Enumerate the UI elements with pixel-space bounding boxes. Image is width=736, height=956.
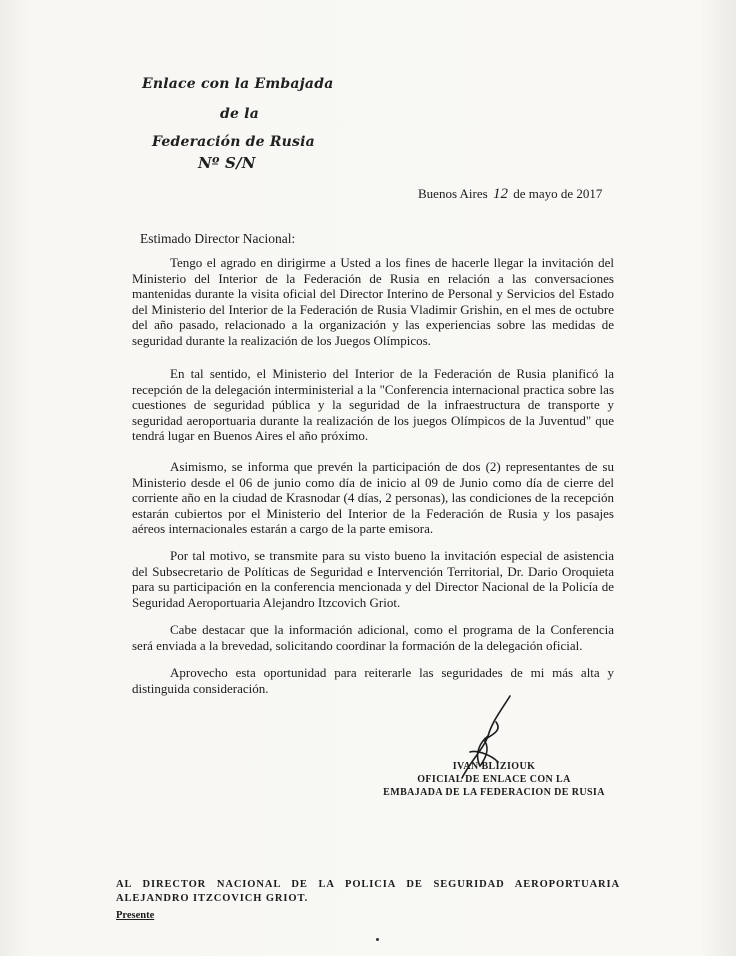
date-city: Buenos Aires bbox=[418, 186, 488, 201]
date-day: 12 bbox=[492, 186, 508, 202]
date-rest: de mayo de 2017 bbox=[513, 186, 603, 201]
letterhead-line-1: Enlace con la Embajada bbox=[142, 76, 334, 92]
paragraph-4 bbox=[132, 548, 614, 610]
paragraph-2 bbox=[132, 366, 614, 444]
paragraph-6 bbox=[132, 665, 614, 696]
paragraph-6-text: Aprovecho esta oportunidad para reiterarle las seguridades de mi más alta y distinguida consideración. bbox=[132, 665, 614, 696]
paragraph-1 bbox=[132, 255, 614, 349]
paragraph-1-text: Tengo el agrado en dirigirme a Usted a los fines de hacerle llegar la invitación del Ministerio del Interior de la Federación de Rusia en relación a las conversaciones mantenidas durante la visita oficial del Director Interino de Personal y Servicios del Estado del Ministerio del Interior de la Federación de Rusia Vladimir Grishin, en el mes de octubre del año pasado, relacionado a la organización y las experiencias sobre las medidas de seguridad durante la realización de los Juegos Olímpicos. bbox=[132, 255, 614, 348]
salutation: Estimado Director Nacional: bbox=[140, 231, 296, 246]
page-mark bbox=[376, 938, 379, 941]
addressee: AL DIRECTOR NACIONAL DE LA POLICIA DE SEGURIDAD AEROPORTUARIA ALEJANDRO ITZCOVICH GRIOT. bbox=[116, 879, 620, 904]
letterhead-line-3: Federación de Rusia bbox=[152, 134, 315, 150]
signer-name: IVAN BLIZIOUK bbox=[452, 761, 536, 772]
paragraph-5-text: Cabe destacar que la información adicional, como el programa de la Conferencia será enviada a la brevedad, solicitando coordinar la formación de la delegación oficial. bbox=[132, 622, 614, 653]
signer-org: EMBAJADA DE LA FEDERACION DE RUSIA bbox=[383, 787, 605, 798]
paragraph-5 bbox=[132, 622, 614, 653]
paragraph-3-text: Asimismo, se informa que prevén la participación de dos (2) representantes de su Ministerio desde el 06 de junio como día de inicio al 09 de Junio como día de cierre del corriente año en la ciudad de Krasnodar (4 días, 2 personas), las condiciones de la recepción estarán cubiertos por el Ministerio del Interior de la Federación de Rusia y los pasajes aéreos internacionales estarán a cargo de la parte emisora. bbox=[132, 459, 614, 537]
paragraph-3 bbox=[132, 459, 614, 537]
paragraph-2-text: En tal sentido, el Ministerio del Interior de la Federación de Rusia planificó la recepción de la delegación interministerial a la "Conferencia internacional practica sobre las cuestiones de seguridad pública y la seguridad de la infraestructura de transporte y seguridad aeroportuaria durante la realización de los juegos Olímpicos de la Juventud" que tendrá lugar en Buenos Aires el año próximo. bbox=[132, 366, 614, 444]
closing-presente: Presente bbox=[116, 910, 155, 921]
letterhead-number: Nº S/N bbox=[198, 154, 256, 172]
paragraph-4-text: Por tal motivo, se transmite para su visto bueno la invitación especial de asistencia del Subsecretario de Políticas de Seguridad e Intervención Territorial, Dr. Dario Oroquieta para su participación en la conferencia mencionada y del Director Nacional de la Policía de Seguridad Aeroportuaria Alejandro Itzcovich Griot. bbox=[132, 548, 614, 610]
signature-block bbox=[374, 760, 614, 799]
letterhead-line-2: de la bbox=[220, 106, 259, 122]
date-line bbox=[418, 186, 602, 203]
signer-role: OFICIAL DE ENLACE CON LA bbox=[417, 774, 571, 785]
